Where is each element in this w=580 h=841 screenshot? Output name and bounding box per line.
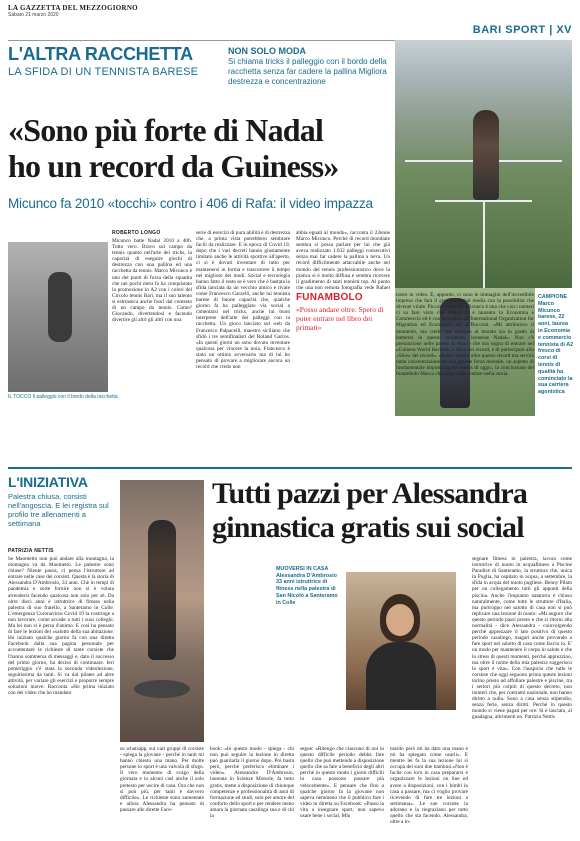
funambolo-quote: «Posso andare oltre. Spero di poter entrare nel libro dei primati» <box>296 305 384 332</box>
story2-headline <box>212 477 572 545</box>
story2-column-2: su whatsapp, sui vari gruppi di corsiste - spiega la giovane - perché in tanti mi hanno chiesto una mano. Per molte persone lo sport è una valvola di sfogo. Il vero momento di svago della giornata e in alcuni casi anche il solo pretesto per uscire di casa. Ora che non si può più, per tanti è davvero difficile». Le richieste sono aumentate e allora Alessandra ha pensato di passare alle dirette Face- <box>120 746 204 813</box>
headline2-line-1: Tutti pazzi per Alessandra <box>212 477 528 510</box>
story1-column-1-continued <box>8 402 190 464</box>
headline-line-2: ho un record da Guiness» <box>8 148 339 184</box>
story1-column-4: trarre in video. E, appunto, ci sono le immagini dell'incredibile impresa che farà il giro dei social media con la possibilità che divenet virale. Piccola curiosità. Micunco è uno che con i numeri ci sa fare visto che Marco si è laureato in Economia e Commercio ed è con lavorativa all'International Organization for Migration ed Economics ed all'Bocconi. «Mi attribuisce il momento, ma credo che nessuno al mondo sia in grado di battermi in questo momento, leonesse Nadal». Non c'è presunzione nelle parole di Marco che ora sogna di entrare nel «Guiness World Records, il libro dei record, e di partecipare allo «Show dei record». «Posso andare oltre questo record ma servirà tanta concentrazione ed una grande forza mentale, un aspetto di fondamentale importanza nel tennis di oggi», la conclusione del funambolo Marco che, ora, vuole entrare nella storia. <box>396 292 534 378</box>
campione-caption-head: CAMPIONE <box>538 294 568 300</box>
fitness-instructor-photo <box>120 480 204 742</box>
player-figure <box>48 272 72 342</box>
issue-date: Sabato 21 marzo 2020 <box>8 12 59 18</box>
story2-byline: PATRIZIA NETTIS <box>8 548 54 554</box>
story2-column-6: segnare fitness in palestra, lavora come istruttrice di nuoto in acquafitness a Piscine Paradise di Santeramo, la struttura che, unica in Puglia, ha ospitato in acqua, a settembre, la sfida in acqua del nuoto pugliese. Benny Pilato per un collegamento tutti gli appunti della piscina. Anche l'impianto natatorio è chiuso naturalmente, come tutte le strutture d'Italia, ma purtroppo nel salotto di casa non si può replicare una lezione di nuoto: «Mi auguro che questo periodo passi presto e che si ritorni alla normalità - dice Alessandra - coinvolgendo perché apprezzare il lato positivo di questo periodo casalingo, magari anche provando a fare sport nel salotto di casa come faccio io. E' un modo per mantenere il corpo in salute e che lo stress di questi momenti, perché apprezzino, ma oltre il nome della mia palestra suggerisco lo sport è vita». Con l'auspicio che tutte le corsiste che oggi seguono prima queste lezioni torino presto ad affollare palestre e piscine, tra i sertori più colpiti di questo decreto, non ininteri che, per contrattó nazionale, non hanno diritto a nulla. Sono a casa senza stipendio, senza ferie, senza diritti. Perché in questo mondo si viene pagati per ore. Si è lasciato, al guadagna, altrimenti no. Patrizia Nettis <box>472 556 572 721</box>
headline-line-1: «Sono più forte di Nadal <box>8 112 324 148</box>
story2-column-3: book: «In questo modo - spiega - chi non può seguire la lezione in diretta può guardarla il giorno dopo. Poi basta però, perché preferisco eliminare i video». Alessandra D'Ambrosio, laureata in Scienze Motorie, fa tutto gratis, mette a disposizione di chiunque competenze e professionalità di anni di formazione ed studi, solo per amore del conforto dello sport e per rendere meno amara la giornata casalinga sua e di chi la <box>210 746 294 820</box>
muoversi-caption <box>276 566 342 606</box>
story1-subhead: Micunco fa 2010 «tocchi» contro i 406 di Rafa: il video impazza <box>8 196 373 211</box>
newspaper-masthead: LA GAZZETTA DEL MEZZOGIORNO <box>8 4 138 12</box>
story1-column-3: abbia eguali al mondo», racconta il 22enne Marco Micunco. Perché di record mondiale sembra si possa parlare per lui che già aveva realizzato 1.032 palleggi consecutivi senza mai far cadere la pallina a terra. Un record difficilmente attaccabile anche nel mondo del tennis professionistico dove la pratica si è molto diffusa e sembra ricevere il gradimento di tanti tennisti top. Al punto che una non remota fotografia vede Rafael <box>296 230 390 290</box>
inset-caption: IL TOCCO Il palleggio con il bordo della racchetta <box>8 394 118 400</box>
muoversi-caption-text: Alessandra D'Ambrosio 33 anni istruttrice di fitness nella palestra di San Nicolò a Santeramo in Colle <box>276 572 338 606</box>
face-shape <box>386 604 414 636</box>
tennis-player-figure <box>473 110 499 200</box>
section-divider <box>8 467 572 469</box>
story2-column-5: marito però mi ha dato una mano e mi ha spiegato come usarli». E mentre lei fa la sua lezione lui si occupa dei suoi due bambini.«Non è facile con loro in casa prepararsi e organizzare le lezioni on line ed avere a disposizioni, con i bimbi in casa a passare, ma ci voglio provare ricevendo di fare tre lezioni a settimana». Le sue corsiste la adorano e la ringraziano per tutto quello che sta facendo. Alessandra, oltre a in- <box>390 746 468 826</box>
story1-headline <box>8 112 400 184</box>
tennis-court-photo <box>395 40 572 288</box>
alessandra-portrait-photo <box>346 572 456 710</box>
story2-kicker: L'INIZIATIVA <box>8 474 88 490</box>
story1-side-title: NON SOLO MODA <box>228 46 306 56</box>
campione-caption-text: Marco Micunco barese, 22 anni, laurea in Economia e commercio tennista di A2 fresco di corsi di tennis di qualità ha cominciato la sua carriera agonistica <box>538 300 574 396</box>
funambolo-box <box>296 292 390 332</box>
instructor-figure <box>148 520 176 660</box>
story1-column-3-continued <box>296 336 390 462</box>
headline2-line-2: ginnastica gratis sui social <box>212 511 524 544</box>
funambolo-title: FUNAMBOLO <box>296 292 363 303</box>
story1-side-text: Si chiama tricks il palleggio con il bordo della racchetta senza far cadere la pallina Migliora destrezza e concentrazione <box>228 57 387 86</box>
story2-column-1: Se Maometto non può andare alla montagna, la montagna va da Maometto. Le palestre sono chiuse? Niente paura, ci pensa l'istruttore ad entrare nelle case dei corsisti. Questa è la storia di Alessandra D'Ambrosio, 33 anni. Chè in tempi di pandemia e sorte fornire non si è voluta arrendersi facendo qualcosa non solo per sé. Da oltre dieci anni è istruttrice di fitness nella palestra di suo fratello, a Santeramo in Colle. L'emergenza Coronavirus Covid 19 la costringe a non lavorare, come accade a tutti i suoi colleghi. Ma lei non si è persa d'animo. E così ha pensato di fare le lezioni del «salotto della sua abitazione. Ha iniziato qualche giorno fa con una diretta Facebook dalla sua pagina personale per accontentare le richieste di tante corsiste che l'hanno sommersa di messaggi e, dato il successo del primo giorno, ha deciso di continuare. Ieri pomeriggio c'è stata la seconda videolezione, seguitissima da tanti. Si va dal pilates ad altre attività, per variare gli esercizi e proporre sempre soluzioni nuove. Racconta «Ho prima iniziato con dei video che ho mandato <box>8 556 114 697</box>
racket-trick-photo <box>8 242 108 392</box>
body-shape <box>366 642 436 710</box>
story1-column-2: serie di esercizi di pura abilità e di destrezza che, a prima vista potrebbero sembrare facili da realizzare. E in epoca di Covid 19, dopo che i vari decreti hanno giustamente limitato anche le attività sportive all'aperto, ci si è dovuti inventare di tutto per mantenersi in forma e trascorrere il tempo nel migliore dei modi. Social e tecnologia hanno fatto il resto se è vero che è bastata la sfida lanciata da un vecchio amico e rivale come Francesco Garzelli, anche lui tennista barese di buone capacità che, qualche giorno fa ha palleggiato via social a cimentarsi nel tricks, anche lui buon interprete dell'arte dei palleggi con la racchetta. Un gioco lanciato sul web da Francesco Palpacelli, maestro siciliano che sfidò i tre semifinalisti del Roland Garros. «In questi giorni un sono dovuto inventare qualcosa per vincere la noia, Francesco è stato un ottimo avversario ma di lui ho pensato di provare a migliorare ancora un record che credo non <box>196 230 290 371</box>
trampoline-shape <box>134 680 190 698</box>
muoversi-caption-head: MUOVERSI IN CASA <box>276 566 329 572</box>
story2-kicker-text: Palestra chiusa, corsisti nell'angoscia. E lei registra sul profilo tre allenamenti a settimana <box>8 492 109 528</box>
story2-column-4: segue: «Ritengo che ciascuno di noi in questo difficile periodo debba fare quello che può mettendo a disposizione quello che sa fare a beneficio degli altri perché in questo modo i giorni difficili in casa possono passare più velocemente». E pensare che fino a qualche giorno fa la giovane non sapeva nemmeno che il pubblico fare i video in diretta su Facebook: «Passo la vita a insegnare sport, non sapevo usare bene i social. Mio <box>300 746 384 820</box>
section-label: BARI SPORT | XV <box>472 24 572 36</box>
story1-kicker: L'ALTRA RACCHETTA <box>8 44 193 64</box>
story1-byline: ROBERTO LONGO <box>112 230 161 236</box>
story1-kicker-sub: LA SFIDA DI UN TENNISTA BARESE <box>8 66 199 78</box>
story1-column-1: Micunco batte Nadal 2010 a 406. Tutto vero. Bravo sul campo da tennis quanto nell'arte dei tricks, la capacità di eseguire giochi di destrezza con una pallina ed una racchetta da tennis. Marco Micunco è uno dei punti di forza della squadra che nei pochi mesi fa ha conquistato la promozione in A2 con i colori del Circolo tennis Bari, ma il suo talento si estrinseca anche fuori dal contesto di un campo da tennis. Come? Giocando, divertendosi e facendo divertire gli altri gli altri con una <box>112 238 192 324</box>
campione-caption <box>538 294 574 396</box>
